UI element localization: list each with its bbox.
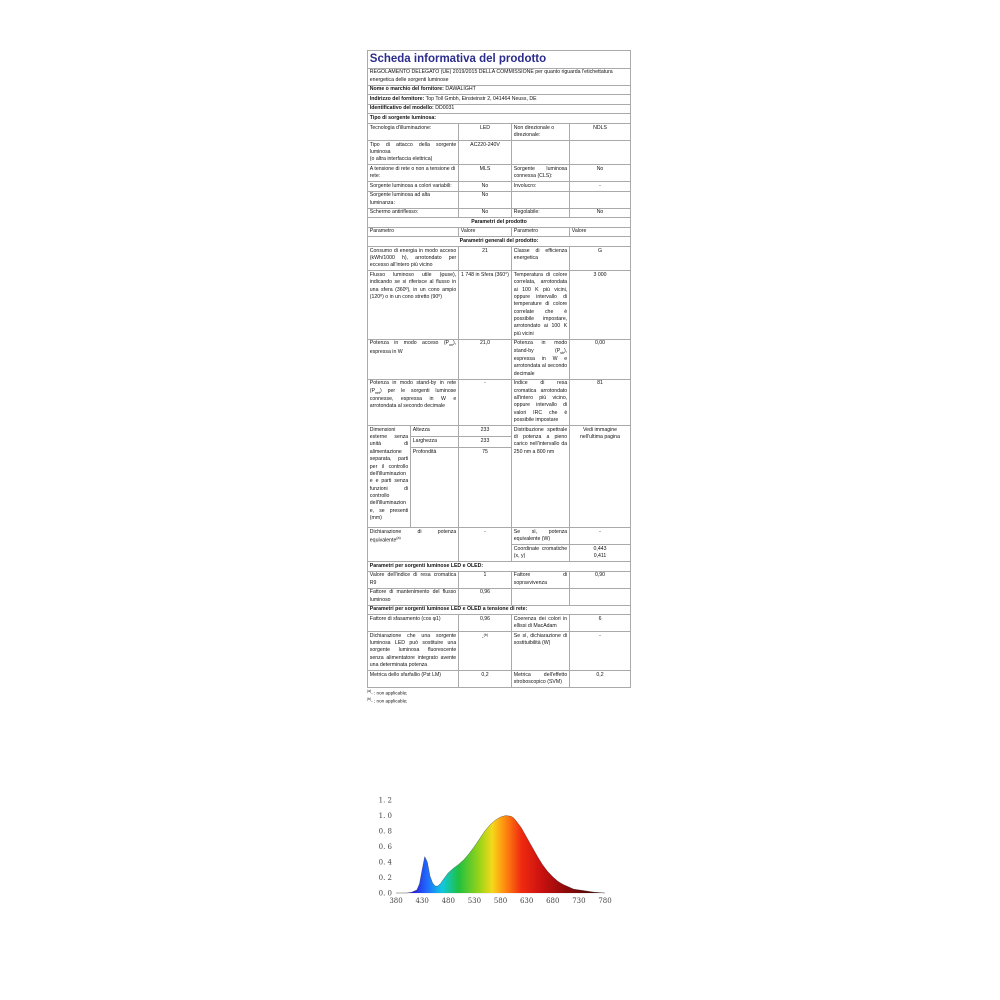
- power-factor-value: 0,96: [459, 615, 512, 632]
- stroboscopic-label: Metrica dell'effetto stroboscopico (SVM): [512, 671, 570, 688]
- col-param-header: Parametro: [368, 227, 459, 237]
- address-label: Indirizzo del fornitore:: [369, 95, 425, 102]
- dimmable-label: Regolabile:: [512, 208, 570, 218]
- x-tick-label: 780: [598, 897, 612, 905]
- x-tick-label: 580: [493, 897, 508, 905]
- address-row: [368, 95, 631, 105]
- label-text: Potenza in modo stand-by in rete (P: [369, 380, 457, 394]
- footnote-b: [367, 697, 630, 705]
- high-luminance-value: No: [459, 191, 512, 208]
- source-type-heading: Tipo di sorgente luminosa:: [368, 114, 631, 124]
- tech-label: Tecnologia d'illuminazione:: [368, 123, 459, 140]
- mains-parameters-heading: Parametri per sorgenti luminose LED e OLED a tensione di rete:: [368, 605, 631, 615]
- supplier-label: Nome o marchio del fornitore:: [369, 86, 444, 93]
- envelope-label: Involucro:: [512, 182, 570, 192]
- cls-value: No: [570, 165, 631, 182]
- address-value: Top Toll Gmbh, Einsteinstr 2, 041464 Neuss, DE: [425, 95, 537, 102]
- regulation-text: REGOLAMENTO DELEGATO (UE) 2019/2015 DELLA COMMISSIONE per quanto riguarda l'etichettatura energetica delle sorgenti luminose: [368, 68, 631, 85]
- x-tick-label: 380: [389, 897, 403, 905]
- col-param-header: Parametro: [512, 227, 570, 237]
- depth-label: Profondità: [411, 448, 459, 528]
- flicker-label: Metrica dello sfarfallio (Pst LM): [368, 671, 459, 688]
- model-label: Identificativo del modello:: [369, 105, 434, 112]
- energy-value: 21: [459, 246, 512, 270]
- equivalent-power-value: -: [459, 528, 512, 562]
- label-text: Dichiarazione di potenza equivalente: [369, 528, 457, 544]
- replacement-value: [459, 632, 512, 671]
- on-mode-power-label: [368, 339, 459, 379]
- equivalent-watt-value: -: [570, 528, 631, 545]
- footnote-mark: (a): [396, 536, 401, 541]
- empty-cell: [570, 140, 631, 164]
- col-value-header: Valore: [570, 227, 631, 237]
- label-text: Potenza in modo acceso (P: [369, 340, 450, 347]
- cap-label: Tipo di attacco della sorgente luminosa: [369, 141, 457, 155]
- mains-label: A tensione di rete o non a tensione di rete:: [368, 165, 459, 182]
- class-value: G: [570, 246, 631, 270]
- replacement-watt-value: -: [570, 632, 631, 671]
- cap-sub: (o altra interfaccia elettrica): [369, 156, 433, 163]
- label-text: ), espressa in W: [369, 340, 457, 355]
- footnote-text: - : non applicable;: [371, 690, 408, 696]
- product-sheet-table: [367, 50, 631, 688]
- dimmable-value: No: [570, 208, 631, 218]
- power-factor-label: Fattore di sfasamento (cos φ1): [368, 615, 459, 632]
- label-text: ) per le sorgenti luminose connesse, espressa in W e arrotondata al secondo decimale: [369, 387, 457, 410]
- stroboscopic-value: 0,2: [570, 671, 631, 688]
- colour-label: Sorgente luminosa a colori variabili:: [368, 182, 459, 192]
- replacement-watt-label: Se sì, dichiarazione di sostituibilità (W): [512, 632, 570, 671]
- cri-value: 81: [570, 379, 631, 425]
- y-tick-label: 0. 4: [378, 858, 392, 867]
- subscript: on: [449, 343, 454, 348]
- empty-cell: [512, 140, 570, 164]
- supplier-value: DAWALIGHT: [445, 86, 476, 93]
- r9-label: Valore dell'indice di resa cromatica R9: [368, 571, 459, 588]
- led-parameters-heading: Parametri per sorgenti luminose LED e OLED:: [368, 562, 631, 572]
- general-parameters-heading: Parametri generali del prodotto:: [368, 237, 631, 247]
- maintenance-value: 0,96: [459, 588, 512, 605]
- spd-label: Distribuzione spettrale di potenza a pieno carico nell'intervallo da 250 nm a 800 nm: [512, 426, 570, 528]
- envelope-value: -: [570, 182, 631, 192]
- empty-cell: [570, 588, 631, 605]
- flicker-value: 0,2: [459, 671, 512, 688]
- class-label: Classe di efficienza energetica: [512, 246, 570, 270]
- supplier-row: [368, 85, 631, 95]
- equivalent-watt-label: Se sì, potenza equivalente (W): [512, 528, 570, 545]
- model-value: DD0031: [435, 105, 455, 112]
- mains-value: MLS: [459, 165, 512, 182]
- standby-power-label: [512, 339, 570, 379]
- network-standby-value: -: [459, 379, 512, 425]
- flux-value: 1 748 in Sfera (360°): [459, 271, 512, 340]
- cct-value: 3 000: [570, 271, 631, 340]
- spectral-distribution-chart: [360, 790, 620, 910]
- cct-label: Temperatura di colore correlata, arrotondata ai 100 K più vicini, oppure intervallo di temperature di colore correlate che è possibile impostare, arrotondato ai 100 K più vicini: [512, 271, 570, 340]
- height-value: 233: [459, 426, 512, 437]
- anti-glare-value: No: [459, 208, 512, 218]
- model-row: [368, 104, 631, 114]
- cls-label: Sorgente luminosa connessa (CLS):: [512, 165, 570, 182]
- subscript: net: [374, 390, 380, 395]
- dir-label: Non direzionale o direzionale:: [512, 123, 570, 140]
- survival-label: Fattore di sopravvivenza: [512, 571, 570, 588]
- x-tick-label: 430: [415, 897, 429, 905]
- spd-value: Vedi immagine nell'ultima pagina: [570, 426, 631, 528]
- maintenance-label: Fattore di mantenimento del flusso luminoso: [368, 588, 459, 605]
- footnote-text: - : non applicable;: [371, 698, 408, 704]
- footnote-mark: (b): [483, 632, 489, 637]
- label-text: Potenza in modo stand-by (P: [513, 340, 568, 354]
- tech-value: LED: [459, 123, 512, 140]
- footnote-mark: (a): [367, 689, 372, 694]
- macadam-value: 6: [570, 615, 631, 632]
- cap-value: AC220-240V: [459, 140, 512, 164]
- x-tick-label: 680: [546, 897, 560, 905]
- colour-value: No: [459, 182, 512, 192]
- y-tick-label: 0. 8: [378, 827, 392, 836]
- y-tick-label: 0. 0: [378, 889, 392, 898]
- y-axis: [379, 797, 393, 898]
- empty-cell: [512, 588, 570, 605]
- cri-label: Indice di resa cromatica arrotondato all'intero più vicino, oppure intervallo di valori IRC che è possibile impostare: [512, 379, 570, 425]
- high-luminance-label: Sorgente luminosa ad alta luminanza:: [368, 191, 459, 208]
- value-text: -: [481, 634, 484, 641]
- subscript: sb: [560, 350, 565, 355]
- equivalent-power-label: [368, 528, 459, 562]
- empty-cell: [512, 191, 570, 208]
- flux-label: Flusso luminoso utile (φuse), indicando se si riferisce al flusso in una sfera (360º), in un cono ampio (120º) o in un cono stretto (90º): [368, 271, 459, 340]
- empty-cell: [570, 191, 631, 208]
- col-value-header: Valore: [459, 227, 512, 237]
- y-tick-label: 0. 2: [378, 874, 392, 882]
- standby-power-value: 0,00: [570, 339, 631, 379]
- chromaticity-x: 0,443: [593, 545, 607, 552]
- spectrum-area: [396, 816, 605, 894]
- footnote-a: [367, 689, 630, 697]
- chromaticity-label: Coordinate cromatiche (x, y): [512, 545, 570, 562]
- r9-value: 1: [459, 571, 512, 588]
- width-value: 233: [459, 437, 512, 448]
- x-tick-label: 730: [572, 897, 586, 905]
- dimensions-label: Dimensioni esterne senza unità di alimentazione separata, parti per il controllo dell'illuminazione e parti senza funzioni di controllo dell'illuminazione, se presenti (mm): [368, 426, 411, 528]
- y-tick-label: 0. 6: [378, 843, 392, 851]
- dir-value: NDLS: [570, 123, 631, 140]
- footnotes: [367, 689, 630, 705]
- chromaticity-y: 0,411: [593, 553, 607, 560]
- replacement-label: Dichiarazione che una sorgente luminosa LED può sostituire una sorgente luminosa fluorescente senza alimentatore integrato avente una determinata potenza: [368, 632, 459, 671]
- x-tick-label: 630: [519, 897, 534, 905]
- x-tick-label: 530: [467, 897, 482, 905]
- product-parameters-heading: Parametri del prodotto: [368, 218, 631, 228]
- width-label: Larghezza: [411, 437, 459, 448]
- energy-label: Consumo di energia in modo acceso (kWh/1000 h), arrotondato per eccesso all'intero più vicino: [368, 246, 459, 270]
- label-text: ), espressa in W e arrotondata al secondo decimale: [513, 347, 568, 377]
- product-information-sheet: [367, 50, 630, 705]
- chromaticity-value: [570, 545, 631, 562]
- sheet-title: Scheda informativa del prodotto: [368, 51, 631, 69]
- anti-glare-label: Schermo antiriflesso:: [368, 208, 459, 218]
- x-axis: [389, 893, 611, 905]
- height-label: Altezza: [411, 426, 459, 437]
- network-standby-label: [368, 379, 459, 425]
- footnote-mark: (b): [367, 696, 372, 701]
- survival-value: 0,90: [570, 571, 631, 588]
- macadam-label: Coerenza dei colori in ellissi di MacAdam: [512, 615, 570, 632]
- y-tick-label: 1. 0: [378, 812, 392, 820]
- depth-value: 75: [459, 448, 512, 528]
- on-mode-power-value: 21,0: [459, 339, 512, 379]
- x-tick-label: 480: [441, 897, 455, 905]
- cap-label-cell: [368, 140, 459, 164]
- y-tick-label: 1. 2: [378, 796, 392, 805]
